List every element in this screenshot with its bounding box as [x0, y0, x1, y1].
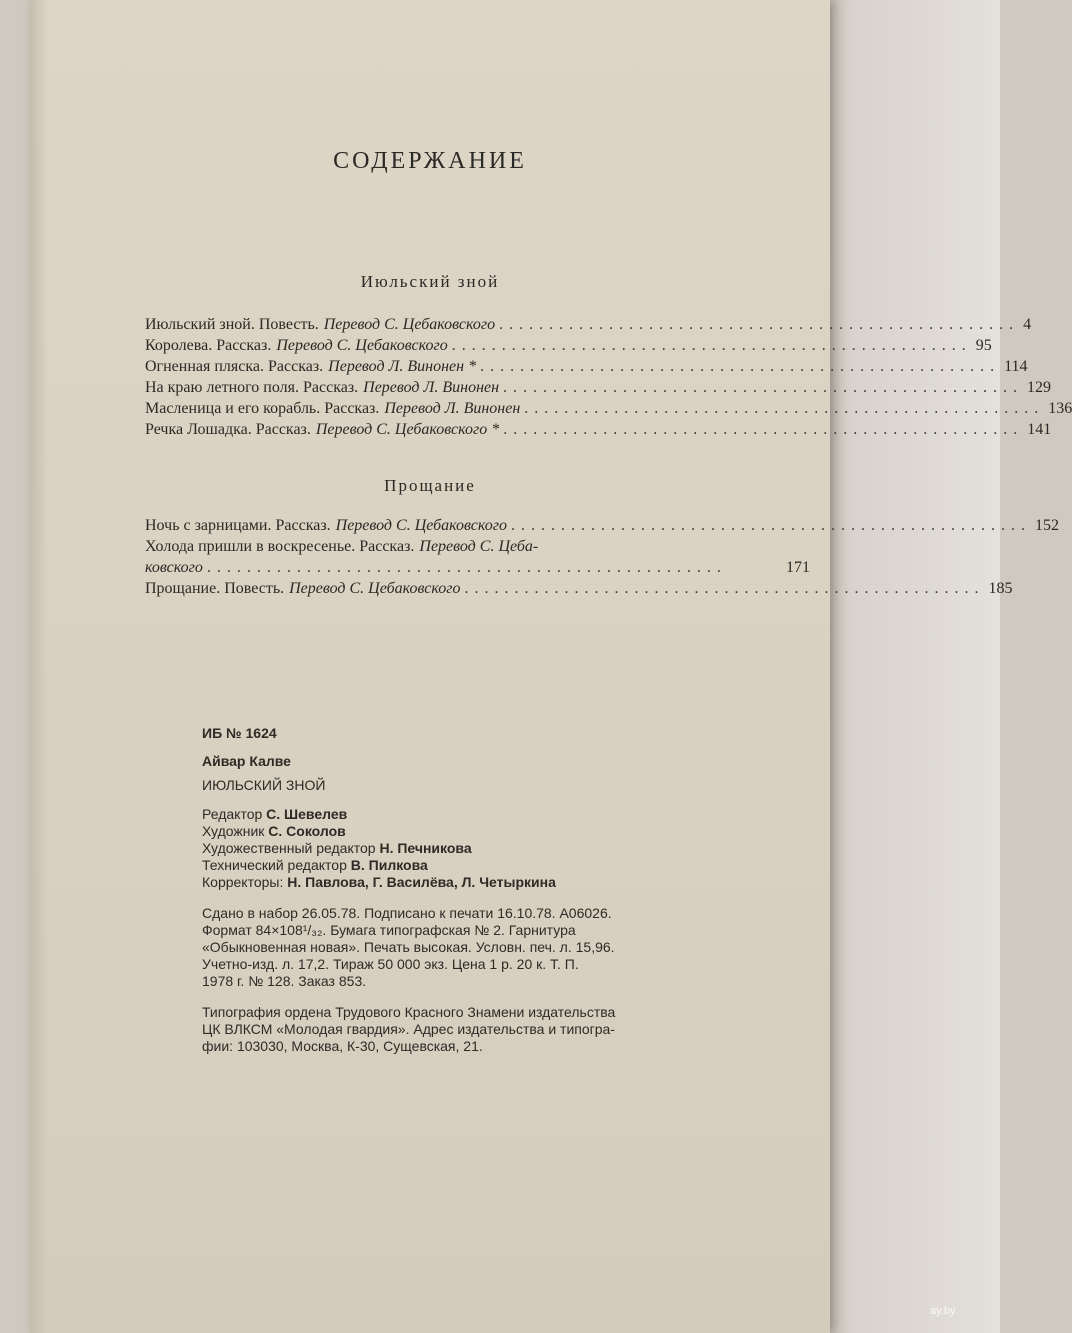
- entry-page: 114: [1004, 358, 1028, 375]
- entry-page: 4: [1023, 316, 1032, 333]
- entry-title: Огненная пляска. Рассказ.: [145, 358, 324, 375]
- staff-line: [202, 840, 852, 857]
- entry-translator: Перевод Л. Винонен *: [328, 358, 477, 375]
- staff-line: [202, 857, 852, 874]
- printer-line: Типография ордена Трудового Красного Знамени издательства: [202, 1004, 616, 1020]
- staff-name: В. Пилкова: [350, 857, 428, 873]
- staff-role: Художественный редактор: [202, 840, 376, 856]
- staff-name: С. Шевелев: [266, 806, 348, 822]
- background-surface: [820, 0, 1000, 1333]
- printer-info: [202, 1004, 852, 1055]
- staff-list: [202, 806, 852, 891]
- toc-list-1: [145, 314, 1072, 440]
- print-detail-line: Учетно-изд. л. 17,2. Тираж 50 000 экз. Цена 1 р. 20 к. Т. П.: [202, 956, 579, 972]
- toc-entry: [145, 356, 1028, 377]
- entry-title: Холода пришли в воскресенье. Рассказ.: [145, 538, 415, 555]
- staff-line: [202, 823, 852, 840]
- dot-leader: ....................................................: [503, 421, 1024, 438]
- entry-translator-continued: ковского: [145, 559, 203, 576]
- print-detail-line: 1978 г. № 128. Заказ 853.: [202, 973, 367, 989]
- entry-title: Речка Лошадка. Рассказ.: [145, 421, 311, 438]
- printer-line: ЦК ВЛКСМ «Молодая гвардия». Адрес издательства и типогра-: [202, 1021, 615, 1037]
- dot-leader: ....................................................: [499, 316, 1020, 333]
- author-name: Айвар Калве: [202, 753, 291, 769]
- book-title: ИЮЛЬСКИЙ ЗНОЙ: [202, 777, 326, 793]
- entry-translator: Перевод С. Цебаковского: [289, 580, 461, 597]
- toc-entry: [145, 377, 1052, 398]
- entry-translator: Перевод С. Цебаковского: [276, 337, 448, 354]
- entry-page: 95: [975, 337, 992, 354]
- entry-translator: Перевод С. Цебаковского: [335, 517, 508, 534]
- entry-title: Масленица и его корабль. Рассказ.: [145, 400, 380, 417]
- entry-translator: Перевод С. Цебаковского: [323, 316, 496, 333]
- toc-list-2: [145, 515, 1060, 599]
- ib-number: ИБ № 1624: [202, 725, 277, 741]
- entry-page: 185: [988, 580, 1013, 597]
- staff-role: Редактор: [202, 806, 263, 822]
- entry-title: На краю летного поля. Рассказ.: [145, 379, 359, 396]
- section-title-2: Прощание: [384, 476, 476, 495]
- entry-page: 171: [786, 559, 810, 576]
- staff-role: Корректоры:: [202, 874, 284, 890]
- print-detail-line: Формат 84×108¹/₃₂. Бумага типографская № 2. Гарнитура: [202, 922, 576, 938]
- watermark-text: ay.by: [930, 1305, 956, 1317]
- entry-page: 129: [1027, 379, 1052, 396]
- entry-translator: Перевод С. Цебаковского *: [315, 421, 500, 438]
- entry-translator: Перевод Л. Винонен: [363, 379, 500, 396]
- toc-entry: [145, 335, 992, 356]
- printer-line: фии: 103030, Москва, К-30, Сущевская, 21.: [202, 1038, 483, 1054]
- entry-title: Королева. Рассказ.: [145, 337, 272, 354]
- staff-line: [202, 806, 852, 823]
- entry-page: 141: [1027, 421, 1052, 438]
- imprint-block: [202, 725, 852, 1055]
- dot-leader: ....................................................: [503, 379, 1024, 396]
- entry-translator: Перевод С. Цеба-: [419, 538, 539, 555]
- print-detail-line: Сдано в набор 26.05.78. Подписано к печати 16.10.78. А06026.: [202, 905, 612, 921]
- entry-page: 136: [1048, 400, 1072, 417]
- staff-name: Н. Печникова: [379, 840, 472, 856]
- page-shadow-edge: [30, 0, 48, 1333]
- staff-name: Н. Павлова, Г. Василёва, Л. Четыркина: [287, 874, 556, 890]
- toc-entry: [145, 419, 1052, 440]
- toc-entry: [145, 578, 1013, 599]
- staff-line: [202, 874, 852, 891]
- entry-title: Прощание. Повесть.: [145, 580, 285, 597]
- dot-leader: ....................................................: [511, 517, 1032, 534]
- dot-leader: ....................................................: [206, 559, 727, 576]
- contents-title: СОДЕРЖАНИЕ: [333, 148, 527, 174]
- print-details: [202, 905, 852, 990]
- entry-title: Июльский зной. Повесть.: [145, 316, 319, 333]
- print-detail-line: «Обыкновенная новая». Печать высокая. Условн. печ. л. 15,96.: [202, 939, 615, 955]
- dot-leader: ....................................................: [524, 400, 1045, 417]
- dot-leader: ....................................................: [451, 337, 972, 354]
- dot-leader: ....................................................: [480, 358, 1001, 375]
- staff-role: Технический редактор: [202, 857, 347, 873]
- toc-entry: [145, 398, 1072, 419]
- entry-title: Ночь с зарницами. Рассказ.: [145, 517, 331, 534]
- toc-entry-continuation: [145, 557, 810, 578]
- entry-page: 152: [1035, 517, 1060, 534]
- staff-name: С. Соколов: [268, 823, 346, 839]
- entry-translator: Перевод Л. Винонен: [384, 400, 521, 417]
- toc-entry: [145, 314, 1032, 335]
- dot-leader: ....................................................: [464, 580, 985, 597]
- toc-entry: [145, 536, 810, 557]
- section-title-1: Июльский зной: [360, 272, 500, 291]
- toc-entry: [145, 515, 1060, 536]
- staff-role: Художник: [202, 823, 265, 839]
